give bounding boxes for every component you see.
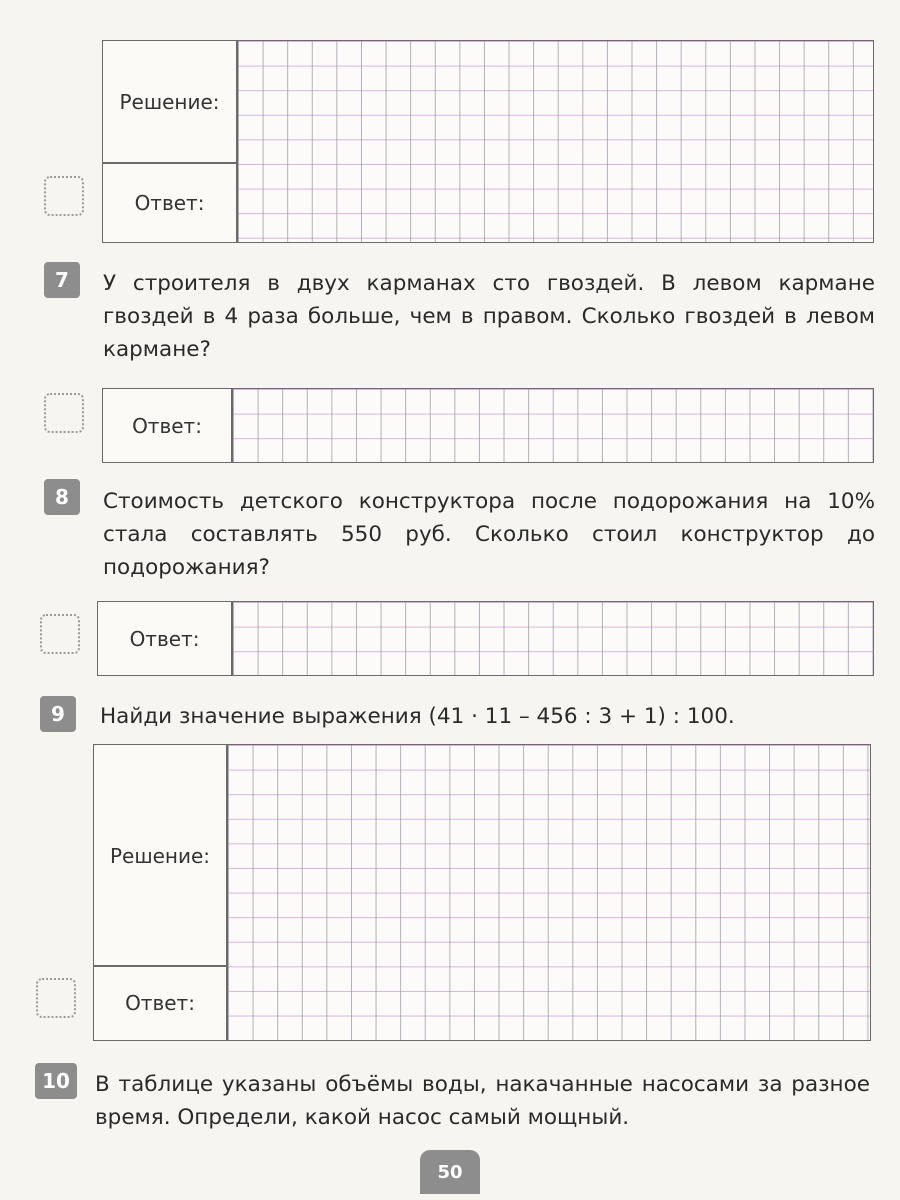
task6-check-box[interactable] bbox=[44, 176, 84, 216]
answer-label: Ответ: bbox=[125, 991, 195, 1015]
task9-answer-box bbox=[93, 744, 871, 1041]
task-number-9: 9 bbox=[40, 696, 76, 732]
answer-label: Ответ: bbox=[132, 413, 202, 438]
task-text-9: Найди значение выражения (41 · 11 – 456 : 3 + 1) : 100. bbox=[100, 704, 735, 729]
task-text-7: У строителя в двух карманах сто гвоздей. В левом кармане гвоздей в 4 раза больше, чем в правом. Сколько гвоздей в левом кармане? bbox=[103, 271, 875, 362]
task6-answer-box bbox=[102, 40, 874, 243]
solution-label: Решение: bbox=[119, 90, 220, 114]
task-number-7: 7 bbox=[44, 262, 80, 298]
solution-label: Решение: bbox=[109, 843, 211, 868]
task8-check-box[interactable] bbox=[40, 614, 80, 654]
answer-label: Ответ: bbox=[129, 626, 200, 651]
task8-answer-box bbox=[97, 601, 874, 676]
page-number: 50 bbox=[420, 1150, 480, 1194]
task7-answer-box bbox=[102, 388, 874, 463]
task-text-10: В таблице указаны объёмы воды, накачанные насосами за разное время. Определи, какой насос самый мощный. bbox=[95, 1072, 870, 1130]
task6-grid[interactable] bbox=[238, 41, 873, 242]
task-number-8: 8 bbox=[44, 479, 80, 515]
answer-label: Ответ: bbox=[134, 191, 205, 215]
task7-grid[interactable] bbox=[233, 389, 873, 462]
task7-check-box[interactable] bbox=[44, 393, 84, 433]
task-number-10: 10 bbox=[35, 1063, 77, 1099]
task-text-8: Стоимость детского конструктора после подорожания на 10% стала составлять 550 руб. Сколько стоил конструктор до подорожания? bbox=[103, 489, 875, 580]
task9-check-box[interactable] bbox=[36, 978, 76, 1018]
task8-grid[interactable] bbox=[233, 602, 873, 675]
task9-grid[interactable] bbox=[228, 745, 870, 1040]
